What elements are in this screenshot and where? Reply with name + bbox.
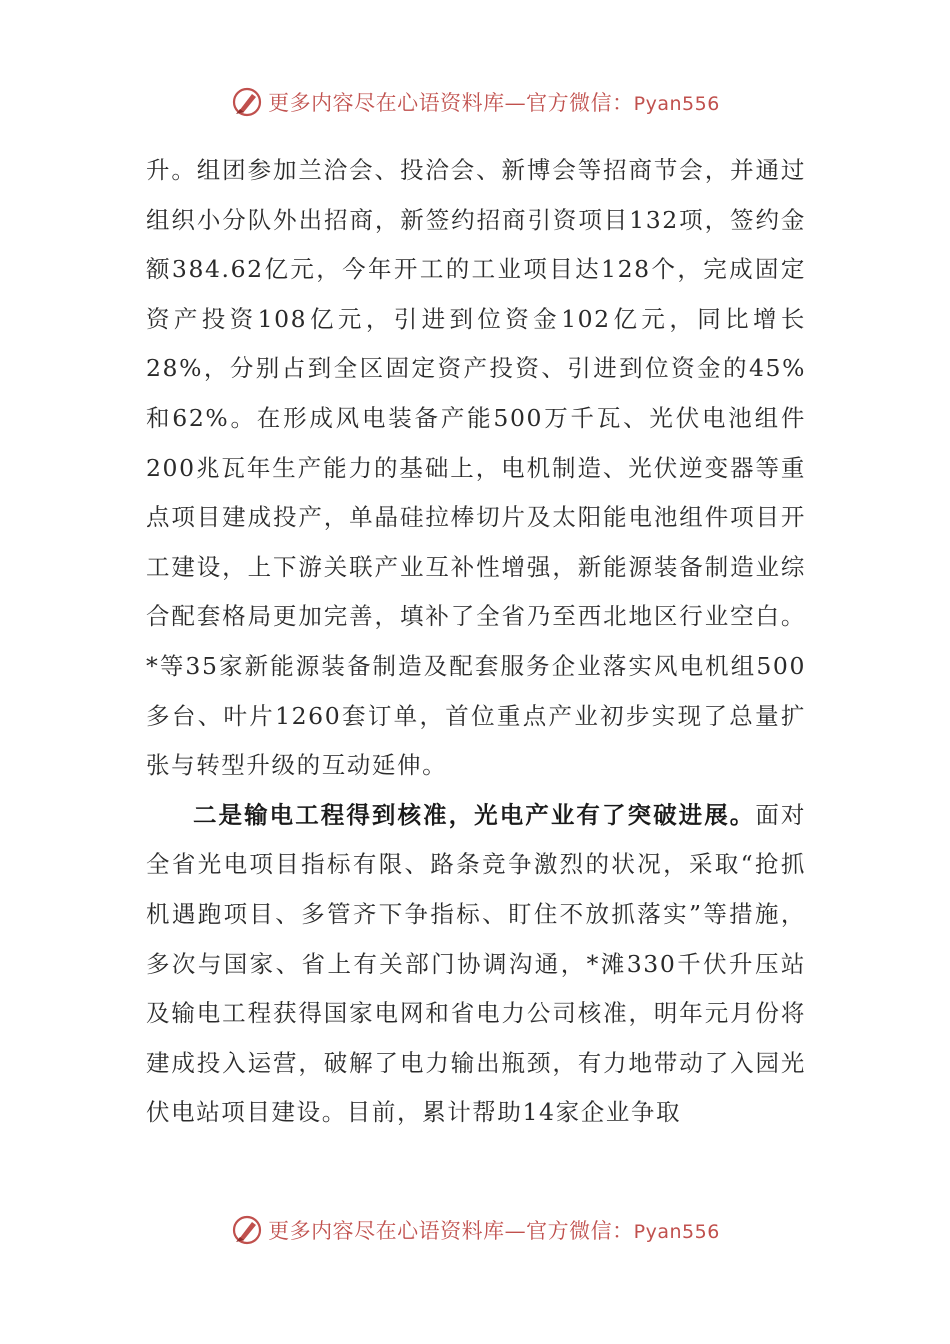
wechat-id: Pyan556 — [633, 93, 720, 115]
wechat-id: Pyan556 — [633, 1221, 720, 1243]
paragraph — [146, 791, 806, 1138]
banner-text: 更多内容尽在心语资料库—官方微信：Pyan556 — [268, 1219, 720, 1243]
document-body — [146, 146, 806, 1138]
banner-text: 更多内容尽在心语资料库—官方微信：Pyan556 — [268, 91, 720, 115]
pen-nib-logo-icon — [230, 85, 264, 119]
header-banner — [0, 82, 950, 122]
paragraph-lead: 二是输电工程得到核准，光电产业有了突破进展。 — [193, 800, 756, 829]
paragraph: 升。组团参加兰洽会、投洽会、新博会等招商节会，并通过组织小分队外出招商，新签约招商引资项目132项，签约金额384.62亿元，今年开工的工业项目达128个，完成固定资产投资108亿元，引进到位资金102亿元，同比增长28%，分别占到全区固定资产投资、引进到位资金的45%和62%。在形成风电装备产能500万千瓦、光伏电池组件200兆瓦年生产能力的基础上，电机制造、光伏逆变器等重点项目建成投产，单晶硅拉棒切片及太阳能电池组件项目开工建设，上下游关联产业互补性增强，新能源装备制造业综合配套格局更加完善，填补了全省乃至西北地区行业空白。*等35家新能源装备制造及配套服务企业落实风电机组500多台、叶片1260套订单，首位重点产业初步实现了总量扩张与转型升级的互动延伸。 — [146, 156, 806, 780]
paragraph-body: 面对全省光电项目指标有限、路条竞争激烈的状况，采取“抢抓机遇跑项目、多管齐下争指标、盯住不放抓落实”等措施，多次与国家、省上有关部门协调沟通，*滩330千伏升压站及输电工程获得国家电网和省电力公司核准，明年元月份将建成投入运营，破解了电力输出瓶颈，有力地带动了入园光伏电站项目建设。目前，累计帮助14家企业争取 — [146, 800, 807, 1127]
pen-nib-logo-icon — [230, 1213, 264, 1247]
footer-banner — [0, 1210, 950, 1250]
